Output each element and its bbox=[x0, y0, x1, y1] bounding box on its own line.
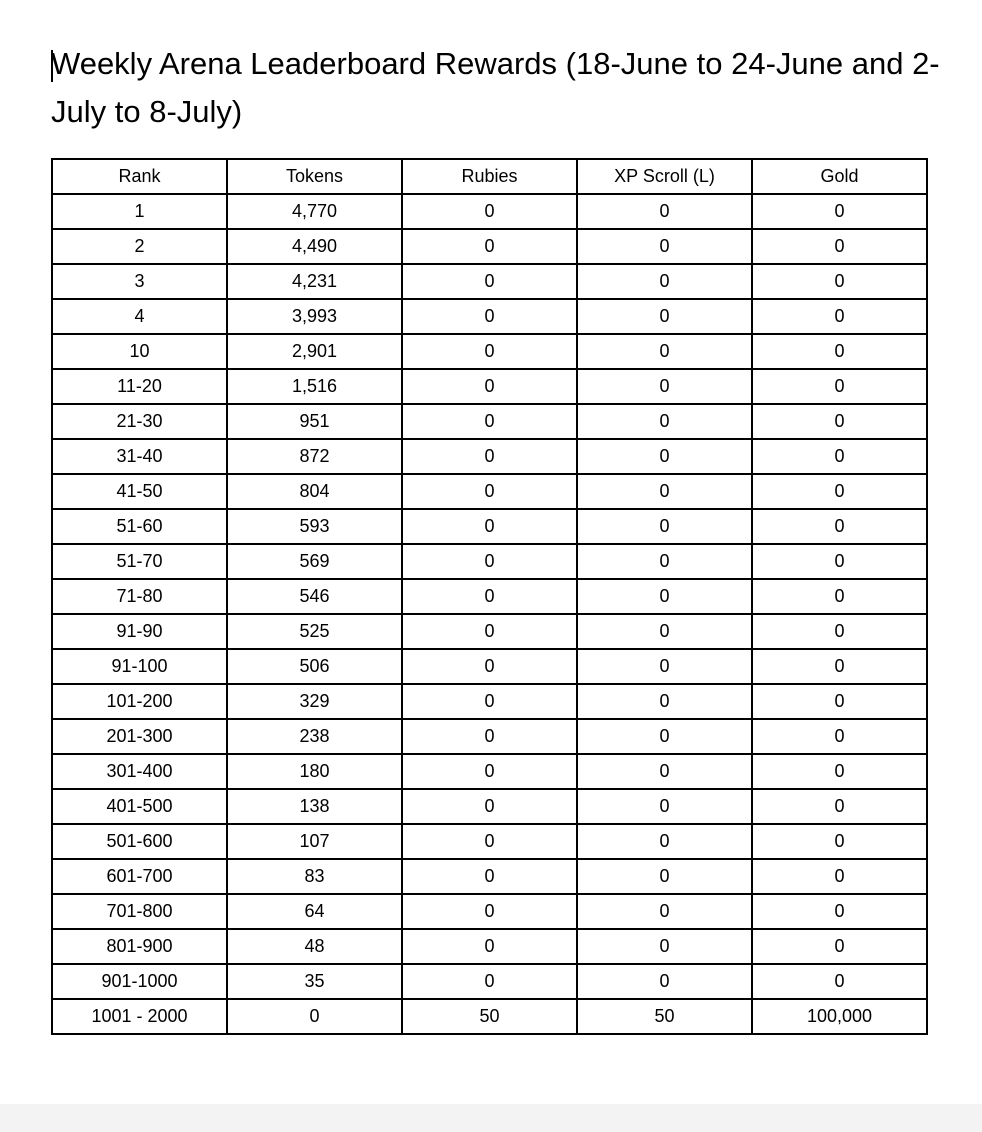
cell-tokens[interactable]: 804 bbox=[227, 474, 402, 509]
cell-xp-scroll[interactable]: 0 bbox=[577, 894, 752, 929]
cell-tokens[interactable]: 48 bbox=[227, 929, 402, 964]
cell-rank[interactable]: 11-20 bbox=[52, 369, 227, 404]
table-row bbox=[52, 474, 927, 509]
cell-gold[interactable]: 0 bbox=[752, 334, 927, 369]
cell-gold[interactable]: 0 bbox=[752, 194, 927, 229]
table-row bbox=[52, 369, 927, 404]
cell-rubies[interactable]: 0 bbox=[402, 929, 577, 964]
cell-rank[interactable]: 3 bbox=[52, 264, 227, 299]
cell-rubies[interactable]: 0 bbox=[402, 824, 577, 859]
table-row bbox=[52, 439, 927, 474]
cell-rubies[interactable]: 0 bbox=[402, 194, 577, 229]
cell-rank[interactable]: 301-400 bbox=[52, 754, 227, 789]
cell-xp-scroll[interactable]: 50 bbox=[577, 999, 752, 1034]
cell-rubies[interactable]: 0 bbox=[402, 334, 577, 369]
cell-gold[interactable]: 0 bbox=[752, 614, 927, 649]
table-row bbox=[52, 544, 927, 579]
cell-xp-scroll[interactable]: 0 bbox=[577, 859, 752, 894]
cell-tokens[interactable]: 951 bbox=[227, 404, 402, 439]
cell-xp-scroll[interactable]: 0 bbox=[577, 264, 752, 299]
cell-xp-scroll[interactable]: 0 bbox=[577, 824, 752, 859]
cell-rank[interactable]: 1001 - 2000 bbox=[52, 999, 227, 1034]
cell-xp-scroll[interactable]: 0 bbox=[577, 789, 752, 824]
cell-xp-scroll[interactable]: 0 bbox=[577, 544, 752, 579]
table-row bbox=[52, 509, 927, 544]
cell-xp-scroll[interactable]: 0 bbox=[577, 194, 752, 229]
cell-tokens[interactable]: 0 bbox=[227, 999, 402, 1034]
cell-tokens[interactable]: 4,231 bbox=[227, 264, 402, 299]
cell-gold[interactable]: 0 bbox=[752, 474, 927, 509]
table-row bbox=[52, 579, 927, 614]
cell-tokens[interactable]: 3,993 bbox=[227, 299, 402, 334]
cell-tokens[interactable]: 138 bbox=[227, 789, 402, 824]
cell-rubies[interactable]: 0 bbox=[402, 614, 577, 649]
cell-xp-scroll[interactable]: 0 bbox=[577, 509, 752, 544]
header-tokens[interactable]: Tokens bbox=[227, 159, 402, 194]
cell-tokens[interactable]: 4,770 bbox=[227, 194, 402, 229]
table-row bbox=[52, 614, 927, 649]
cell-rank[interactable]: 1 bbox=[52, 194, 227, 229]
cell-gold[interactable]: 0 bbox=[752, 439, 927, 474]
header-rubies[interactable]: Rubies bbox=[402, 159, 577, 194]
cell-gold[interactable]: 0 bbox=[752, 509, 927, 544]
cell-tokens[interactable]: 872 bbox=[227, 439, 402, 474]
table-header-row bbox=[52, 159, 927, 194]
cell-rank[interactable]: 31-40 bbox=[52, 439, 227, 474]
cell-rubies[interactable]: 0 bbox=[402, 789, 577, 824]
cell-tokens[interactable]: 525 bbox=[227, 614, 402, 649]
table-row bbox=[52, 229, 927, 264]
cell-gold[interactable]: 0 bbox=[752, 754, 927, 789]
cell-rank[interactable]: 2 bbox=[52, 229, 227, 264]
cell-tokens[interactable]: 593 bbox=[227, 509, 402, 544]
table-body bbox=[52, 194, 927, 1034]
cell-gold[interactable]: 0 bbox=[752, 789, 927, 824]
cell-rank[interactable]: 21-30 bbox=[52, 404, 227, 439]
cell-rank[interactable]: 801-900 bbox=[52, 929, 227, 964]
cell-tokens[interactable]: 329 bbox=[227, 684, 402, 719]
cell-tokens[interactable]: 238 bbox=[227, 719, 402, 754]
cell-xp-scroll[interactable]: 0 bbox=[577, 684, 752, 719]
table-row bbox=[52, 999, 927, 1034]
cell-rubies[interactable]: 0 bbox=[402, 264, 577, 299]
cell-rubies[interactable]: 0 bbox=[402, 684, 577, 719]
cell-xp-scroll[interactable]: 0 bbox=[577, 579, 752, 614]
cell-gold[interactable]: 0 bbox=[752, 264, 927, 299]
table-row bbox=[52, 929, 927, 964]
cell-rubies[interactable]: 0 bbox=[402, 404, 577, 439]
table-row bbox=[52, 824, 927, 859]
cell-tokens[interactable]: 83 bbox=[227, 859, 402, 894]
cell-rank[interactable]: 901-1000 bbox=[52, 964, 227, 999]
cell-xp-scroll[interactable]: 0 bbox=[577, 929, 752, 964]
cell-rubies[interactable]: 0 bbox=[402, 509, 577, 544]
cell-xp-scroll[interactable]: 0 bbox=[577, 964, 752, 999]
cell-xp-scroll[interactable]: 0 bbox=[577, 404, 752, 439]
cell-gold[interactable]: 0 bbox=[752, 299, 927, 334]
table-row bbox=[52, 404, 927, 439]
table-row bbox=[52, 754, 927, 789]
cell-gold[interactable]: 0 bbox=[752, 894, 927, 929]
header-rank[interactable]: Rank bbox=[52, 159, 227, 194]
cell-rubies[interactable]: 0 bbox=[402, 964, 577, 999]
cell-xp-scroll[interactable]: 0 bbox=[577, 614, 752, 649]
document-title[interactable]: Weekly Arena Leaderboard Rewards (18-June to 24-June and 2-July to 8-July) bbox=[51, 46, 940, 129]
cell-rubies[interactable]: 0 bbox=[402, 754, 577, 789]
cell-xp-scroll[interactable]: 0 bbox=[577, 719, 752, 754]
cell-tokens[interactable]: 4,490 bbox=[227, 229, 402, 264]
cell-rank[interactable]: 401-500 bbox=[52, 789, 227, 824]
cell-gold[interactable]: 0 bbox=[752, 579, 927, 614]
cell-rank[interactable]: 91-90 bbox=[52, 614, 227, 649]
cell-rank[interactable]: 41-50 bbox=[52, 474, 227, 509]
cell-tokens[interactable]: 2,901 bbox=[227, 334, 402, 369]
cell-tokens[interactable]: 569 bbox=[227, 544, 402, 579]
cell-gold[interactable]: 0 bbox=[752, 929, 927, 964]
cell-rubies[interactable]: 0 bbox=[402, 474, 577, 509]
cell-xp-scroll[interactable]: 0 bbox=[577, 299, 752, 334]
cell-tokens[interactable]: 35 bbox=[227, 964, 402, 999]
table-row bbox=[52, 649, 927, 684]
cell-rank[interactable]: 10 bbox=[52, 334, 227, 369]
cell-tokens[interactable]: 180 bbox=[227, 754, 402, 789]
cell-xp-scroll[interactable]: 0 bbox=[577, 439, 752, 474]
cell-rank[interactable]: 4 bbox=[52, 299, 227, 334]
cell-rubies[interactable]: 0 bbox=[402, 579, 577, 614]
cell-gold[interactable]: 0 bbox=[752, 859, 927, 894]
cell-rank[interactable]: 501-600 bbox=[52, 824, 227, 859]
cell-xp-scroll[interactable]: 0 bbox=[577, 474, 752, 509]
table-row bbox=[52, 264, 927, 299]
cell-gold[interactable]: 0 bbox=[752, 649, 927, 684]
cell-gold[interactable]: 100,000 bbox=[752, 999, 927, 1034]
cell-xp-scroll[interactable]: 0 bbox=[577, 229, 752, 264]
cell-rubies[interactable]: 0 bbox=[402, 859, 577, 894]
cell-rubies[interactable]: 0 bbox=[402, 719, 577, 754]
table-row bbox=[52, 334, 927, 369]
cell-gold[interactable]: 0 bbox=[752, 544, 927, 579]
cell-gold[interactable]: 0 bbox=[752, 719, 927, 754]
cell-rank[interactable]: 91-100 bbox=[52, 649, 227, 684]
header-gold[interactable]: Gold bbox=[752, 159, 927, 194]
table-row bbox=[52, 894, 927, 929]
cell-gold[interactable]: 0 bbox=[752, 229, 927, 264]
cell-gold[interactable]: 0 bbox=[752, 824, 927, 859]
table-row bbox=[52, 859, 927, 894]
page-bottom-margin bbox=[0, 1104, 982, 1132]
cell-tokens[interactable]: 107 bbox=[227, 824, 402, 859]
cell-gold[interactable]: 0 bbox=[752, 404, 927, 439]
table-row bbox=[52, 789, 927, 824]
cell-gold[interactable]: 0 bbox=[752, 684, 927, 719]
cell-rank[interactable]: 101-200 bbox=[52, 684, 227, 719]
cell-tokens[interactable]: 546 bbox=[227, 579, 402, 614]
cell-rubies[interactable]: 0 bbox=[402, 369, 577, 404]
table-row bbox=[52, 719, 927, 754]
cell-rank[interactable]: 601-700 bbox=[52, 859, 227, 894]
rewards-table bbox=[51, 158, 928, 1035]
cell-rubies[interactable]: 0 bbox=[402, 649, 577, 684]
cell-xp-scroll[interactable]: 0 bbox=[577, 369, 752, 404]
cell-rank[interactable]: 71-80 bbox=[52, 579, 227, 614]
cell-rubies[interactable]: 0 bbox=[402, 894, 577, 929]
table-row bbox=[52, 194, 927, 229]
cell-rubies[interactable]: 0 bbox=[402, 544, 577, 579]
cell-rubies[interactable]: 0 bbox=[402, 299, 577, 334]
table-row bbox=[52, 964, 927, 999]
cell-gold[interactable]: 0 bbox=[752, 964, 927, 999]
cell-rubies[interactable]: 50 bbox=[402, 999, 577, 1034]
cell-tokens[interactable]: 64 bbox=[227, 894, 402, 929]
table-row bbox=[52, 299, 927, 334]
cell-rubies[interactable]: 0 bbox=[402, 439, 577, 474]
cell-rank[interactable]: 701-800 bbox=[52, 894, 227, 929]
cell-rubies[interactable]: 0 bbox=[402, 229, 577, 264]
cell-xp-scroll[interactable]: 0 bbox=[577, 334, 752, 369]
cell-tokens[interactable]: 1,516 bbox=[227, 369, 402, 404]
cell-rank[interactable]: 51-60 bbox=[52, 509, 227, 544]
table-row bbox=[52, 684, 927, 719]
cell-gold[interactable]: 0 bbox=[752, 369, 927, 404]
cell-tokens[interactable]: 506 bbox=[227, 649, 402, 684]
cell-xp-scroll[interactable]: 0 bbox=[577, 649, 752, 684]
header-xp-scroll[interactable]: XP Scroll (L) bbox=[577, 159, 752, 194]
cell-xp-scroll[interactable]: 0 bbox=[577, 754, 752, 789]
cell-rank[interactable]: 51-70 bbox=[52, 544, 227, 579]
cell-rank[interactable]: 201-300 bbox=[52, 719, 227, 754]
